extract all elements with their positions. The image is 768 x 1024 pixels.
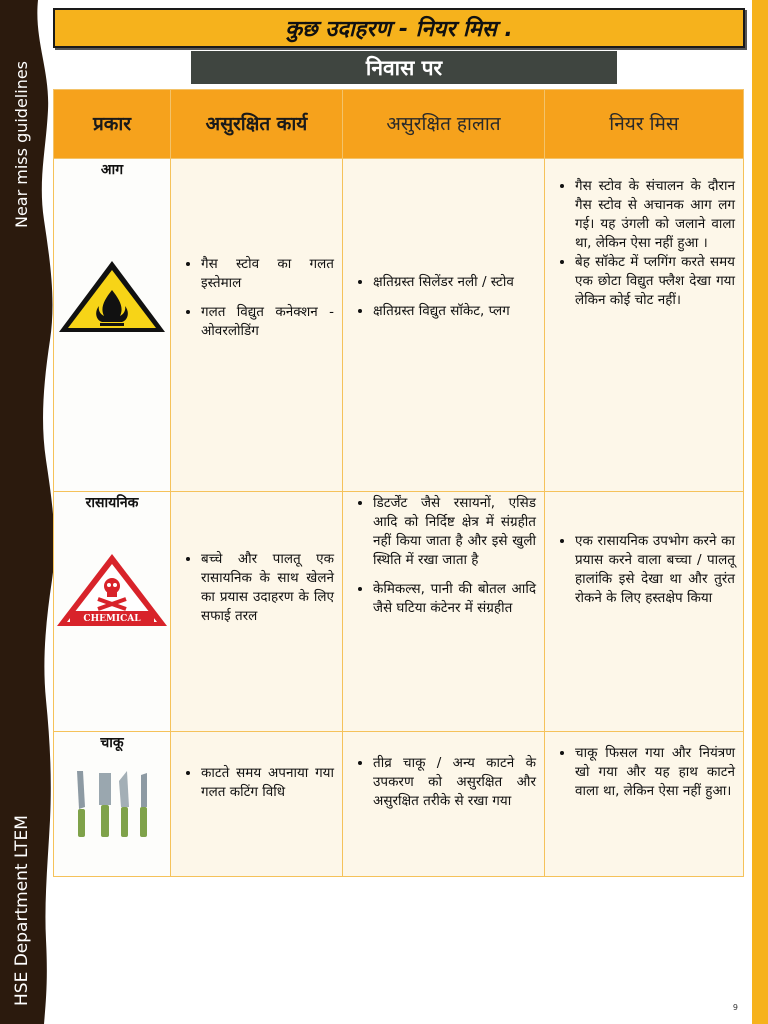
list-item: • तीव्र चाकू / अन्य काटने के उपकरण को असुरक्षित और असुरक्षित तरीके से रखा गया — [373, 754, 536, 811]
page-subtitle: निवास पर — [365, 55, 443, 80]
header-type: प्रकार — [54, 90, 171, 159]
list-item: • गलत विद्युत कनेक्शन - ओवरलोडिंग — [201, 303, 334, 341]
type-cell — [54, 732, 171, 877]
right-accent-bar — [752, 0, 768, 1024]
header-unsafe-conditions: असुरक्षित हालात — [343, 90, 545, 159]
type-label: रासायनिक — [85, 495, 139, 511]
list-item: • बेह सॉकेट में प्लगिंग करते समय एक छोटा विद्युत फ्लैश देखा गया लेकिन कोई चोट नहीं। — [575, 253, 735, 310]
page-title: कुछ उदाहरण - नियर मिस . — [285, 17, 513, 42]
list-item: • चाकू फिसल गया और नियंत्रण खो गया और यह हाथ काटने वाला था, लेकिन ऐसा नहीं हुआ। — [575, 744, 735, 801]
chemical-hazard-icon — [54, 551, 170, 629]
table-row — [54, 732, 744, 877]
title-banner — [53, 8, 745, 48]
side-caption-top: Near miss guidelines — [12, 60, 31, 228]
list-item: • बच्चे और पालतू एक रासायनिक के साथ खेलने का प्रयास उदाहरण के लिए सफाई तरल — [201, 550, 334, 626]
list-item: • क्षतिग्रस्त विद्युत सॉकेट, प्लग — [373, 302, 536, 321]
header-near-miss: नियर मिस — [545, 90, 744, 159]
list-item: • काटते समय अपनाया गया गलत कटिंग विधि — [201, 764, 334, 802]
table-row — [54, 492, 744, 732]
unsafe-acts-cell — [171, 492, 343, 732]
table-row — [54, 159, 744, 492]
unsafe-conditions-cell — [343, 159, 545, 492]
type-cell — [54, 159, 171, 492]
list-item: • गैस स्टोव का गलत इस्तेमाल — [201, 255, 334, 293]
unsafe-conditions-cell — [343, 732, 545, 877]
list-item: • केमिकल्स, पानी की बोतल आदि जैसे घटिया कंटेनर में संग्रहीत — [373, 580, 536, 618]
list-item: • गैस स्टोव के संचालन के दौरान गैस स्टोव से अचानक आग लग गई। यह उंगली को जलाने वाला था, लेकिन ऐसा नहीं हुआ । — [575, 177, 735, 253]
list-item: • क्षतिग्रस्त सिलेंडर नली / स्टोव — [373, 273, 536, 292]
near-miss-cell — [545, 732, 744, 877]
side-caption-bottom: HSE Department LTEM — [12, 815, 32, 1006]
near-miss-cell — [545, 159, 744, 492]
unsafe-acts-cell — [171, 159, 343, 492]
type-cell — [54, 492, 171, 732]
subtitle-banner — [191, 51, 617, 84]
chemical-sign-text: CHEMICAL — [83, 614, 141, 624]
unsafe-conditions-cell — [343, 492, 545, 732]
page-number: 9 — [732, 1003, 738, 1012]
list-item: • एक रासायनिक उपभोग करने का प्रयास करने वाला बच्चा / पालतू हालांकि इसे देखा था और तुरंत रोकने के लिए हस्तक्षेप किया — [575, 532, 735, 608]
fire-hazard-icon — [56, 258, 168, 336]
near-miss-table — [53, 89, 744, 877]
type-label: आग — [100, 162, 124, 178]
near-miss-cell — [545, 492, 744, 732]
table-header-row — [54, 90, 744, 159]
unsafe-acts-cell — [171, 732, 343, 877]
list-item: • डिटर्जेंट जैसे रसायनों, एसिड आदि को निर्दिष्ट क्षेत्र में संग्रहीत नहीं किया जाता है और इसे खुली स्थिति में रखा जाता है — [373, 494, 536, 570]
header-unsafe-acts: असुरक्षित कार्य — [171, 90, 343, 159]
knives-icon — [67, 767, 157, 841]
type-label: चाकू — [100, 735, 124, 751]
